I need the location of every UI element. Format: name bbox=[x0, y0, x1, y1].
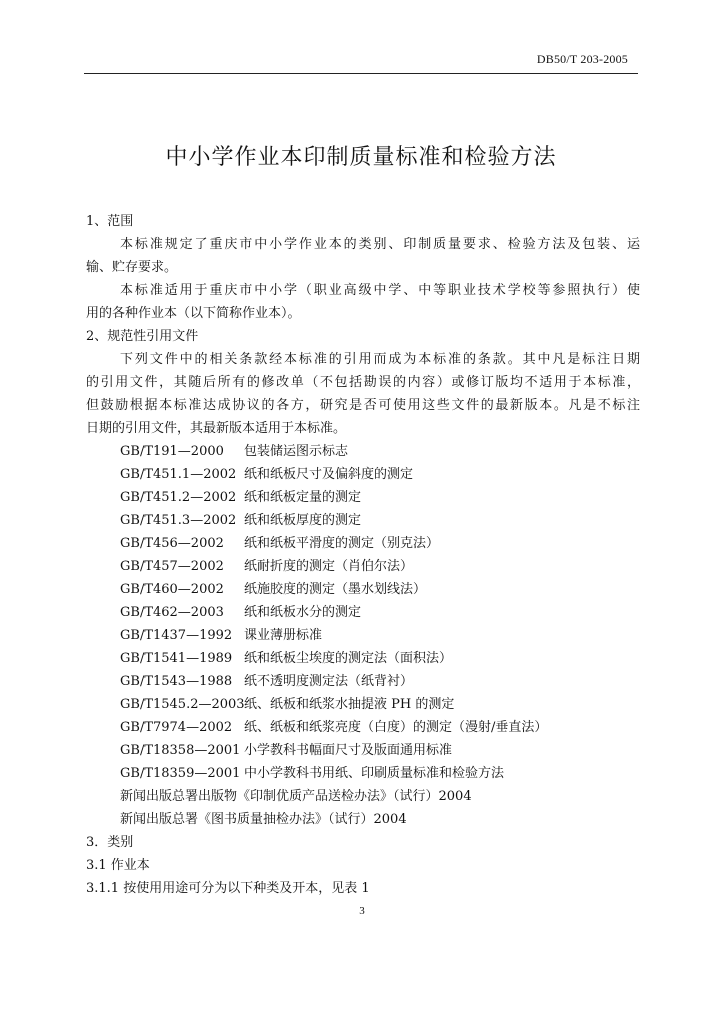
reference-title: 纸和纸板尘埃度的测定法（面积法） bbox=[244, 651, 453, 666]
reference-title: 纸、纸板和纸浆水抽提液 PH 的测定 bbox=[244, 697, 455, 712]
document-title: 中小学作业本印制质量标准和检验方法 bbox=[165, 145, 557, 170]
reference-code: GB/T1543—1988 bbox=[120, 674, 233, 689]
paragraph-line: 用的各种作业本（以下简称作业本）。 bbox=[86, 306, 301, 321]
reference-code: GB/T451.3—2002 bbox=[120, 513, 237, 528]
reference-title: 纸耐折度的测定（肖伯尔法） bbox=[244, 559, 414, 574]
reference-item bbox=[86, 624, 640, 647]
reference-item bbox=[86, 486, 640, 509]
reference-item bbox=[86, 555, 640, 578]
reference-title: 纸和纸板平滑度的测定（别克法） bbox=[244, 536, 440, 551]
section-heading-references: 2、规范性引用文件 bbox=[86, 329, 199, 344]
reference-title: 纸不透明度测定法（纸背衬） bbox=[244, 674, 414, 689]
paragraph-line: 输、贮存要求。 bbox=[86, 260, 178, 275]
paragraph-line: 但鼓励根据本标准达成协议的各方，研究是否可使用这些文件的最新版本。凡是不标注 bbox=[86, 398, 640, 413]
section-heading-scope: 1、范围 bbox=[86, 214, 134, 229]
reference-item bbox=[86, 647, 640, 670]
reference-item bbox=[86, 440, 640, 463]
reference-code: GB/T18358—2001 bbox=[120, 743, 241, 758]
reference-code: GB/T456—2002 bbox=[120, 536, 224, 551]
paragraph-line: 下列文件中的相关条款经本标准的引用而成为本标准的条款。其中凡是标注日期 bbox=[120, 352, 640, 367]
reference-item bbox=[86, 578, 640, 601]
reference-item bbox=[86, 670, 640, 693]
subsection-heading: 3.1.1 按使用用途可分为以下种类及开本，见表 1 bbox=[86, 881, 370, 896]
reference-title: 纸和纸板厚度的测定 bbox=[244, 513, 362, 528]
paragraph-line: 的引用文件，其随后所有的修改单（不包括勘误的内容）或修订版均不适用于本标准， bbox=[86, 375, 640, 390]
reference-code: GB/T457—2002 bbox=[120, 559, 224, 574]
reference-item bbox=[86, 762, 640, 785]
reference-title: 纸和纸板定量的测定 bbox=[244, 490, 362, 505]
reference-item bbox=[86, 716, 640, 739]
reference-item bbox=[86, 463, 640, 486]
reference-item bbox=[86, 532, 640, 555]
reference-title: 课业薄册标准 bbox=[244, 628, 323, 643]
paragraph-line: 日期的引用文件，其最新版本适用于本标准。 bbox=[86, 421, 347, 436]
reference-item bbox=[86, 509, 640, 532]
reference-title: 纸、纸板和纸浆亮度（白度）的测定（漫射/垂直法） bbox=[244, 720, 548, 735]
reference-code: GB/T462—2003 bbox=[120, 605, 224, 620]
subsection-heading: 3.1 作业本 bbox=[86, 858, 150, 873]
standard-code: DB50/T 203-2005 bbox=[536, 52, 628, 66]
reference-item bbox=[86, 693, 640, 716]
reference-code: GB/T1437—1992 bbox=[120, 628, 233, 643]
reference-code: GB/T191—2000 bbox=[120, 444, 224, 459]
page-number: 3 bbox=[359, 905, 365, 917]
reference-code: GB/T1541—1989 bbox=[120, 651, 233, 666]
reference-title: 纸施胶度的测定（墨水划线法） bbox=[244, 582, 427, 597]
reference-item bbox=[86, 739, 640, 762]
reference-item bbox=[86, 601, 640, 624]
reference-title: 中小学教科书用纸、印刷质量标准和检验方法 bbox=[244, 766, 505, 781]
reference-item-extra: 新闻出版总署出版物《印制优质产品送检办法》（试行）2004 bbox=[120, 789, 472, 804]
reference-code: GB/T7974—2002 bbox=[120, 720, 233, 735]
reference-title: 小学教科书幅面尺寸及版面通用标准 bbox=[244, 743, 453, 758]
reference-title: 纸和纸板尺寸及偏斜度的测定 bbox=[244, 467, 414, 482]
section-heading-categories: 3．类别 bbox=[86, 835, 134, 850]
reference-code: GB/T1545.2—2003 bbox=[120, 697, 245, 712]
reference-code: GB/T18359—2001 bbox=[120, 766, 241, 781]
reference-code: GB/T460—2002 bbox=[120, 582, 224, 597]
reference-title: 包装储运图示标志 bbox=[244, 444, 349, 459]
reference-item-extra: 新闻出版总署《图书质量抽检办法》（试行）2004 bbox=[120, 812, 407, 827]
reference-title: 纸和纸板水分的测定 bbox=[244, 605, 362, 620]
header-rule bbox=[84, 73, 638, 74]
reference-code: GB/T451.1—2002 bbox=[120, 467, 237, 482]
reference-code: GB/T451.2—2002 bbox=[120, 490, 237, 505]
document-body bbox=[86, 210, 640, 900]
paragraph-line: 本标准适用于重庆市中小学（职业高级中学、中等职业技术学校等参照执行）使 bbox=[120, 283, 640, 298]
paragraph-line: 本标准规定了重庆市中小学作业本的类别、印制质量要求、检验方法及包装、运 bbox=[120, 237, 640, 252]
